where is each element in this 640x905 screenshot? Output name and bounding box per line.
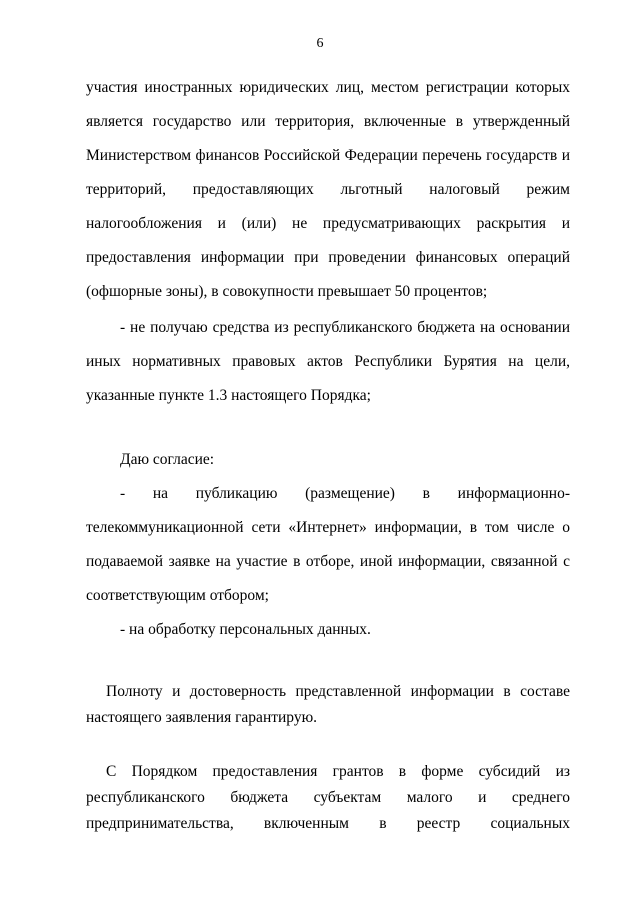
text-line: подаваемой заявке на участие в отборе, иной информации, связанной с bbox=[86, 553, 570, 570]
text-line: Министерством финансов Российской Федерации перечень государств и bbox=[86, 147, 570, 164]
text-line: предпринимательства, включенным в реестр социальных bbox=[86, 815, 570, 832]
text-line: - на обработку персональных данных. bbox=[120, 621, 371, 638]
text-line: телекоммуникационной сети «Интернет» информации, в том числе о bbox=[86, 519, 570, 536]
text-line: Даю согласие: bbox=[120, 451, 215, 468]
text-line: участия иностранных юридических лиц, местом регистрации которых bbox=[86, 79, 570, 96]
text-line: является государство или территория, включенные в утвержденный bbox=[86, 113, 570, 130]
text-line: республиканского бюджета субъектам малого и среднего bbox=[86, 789, 570, 806]
text-line: указанные пункте 1.3 настоящего Порядка; bbox=[86, 387, 371, 404]
text-line: территорий, предоставляющих льготный налоговый режим bbox=[86, 181, 570, 198]
text-line: С Порядком предоставления грантов в форме субсидий из bbox=[106, 763, 570, 780]
text-line: иных нормативных правовых актов Республики Бурятия на цели, bbox=[86, 353, 570, 370]
page-number: 6 bbox=[316, 36, 324, 51]
text-line: налогообложения и (или) не предусматривающих раскрытия и bbox=[86, 215, 570, 232]
text-line: - не получаю средства из республиканского бюджета на основании bbox=[120, 319, 570, 336]
text-line: настоящего заявления гарантирую. bbox=[86, 709, 318, 726]
text-line: предоставления информации при проведении финансовых операций bbox=[86, 249, 570, 266]
text-line: (офшорные зоны), в совокупности превышает 50 процентов; bbox=[86, 283, 488, 300]
text-line: - на публикацию (размещение) в информационно- bbox=[120, 485, 570, 502]
text-line: Полноту и достоверность представленной информации в составе bbox=[106, 683, 570, 700]
text-line: соответствующим отбором; bbox=[86, 587, 269, 604]
